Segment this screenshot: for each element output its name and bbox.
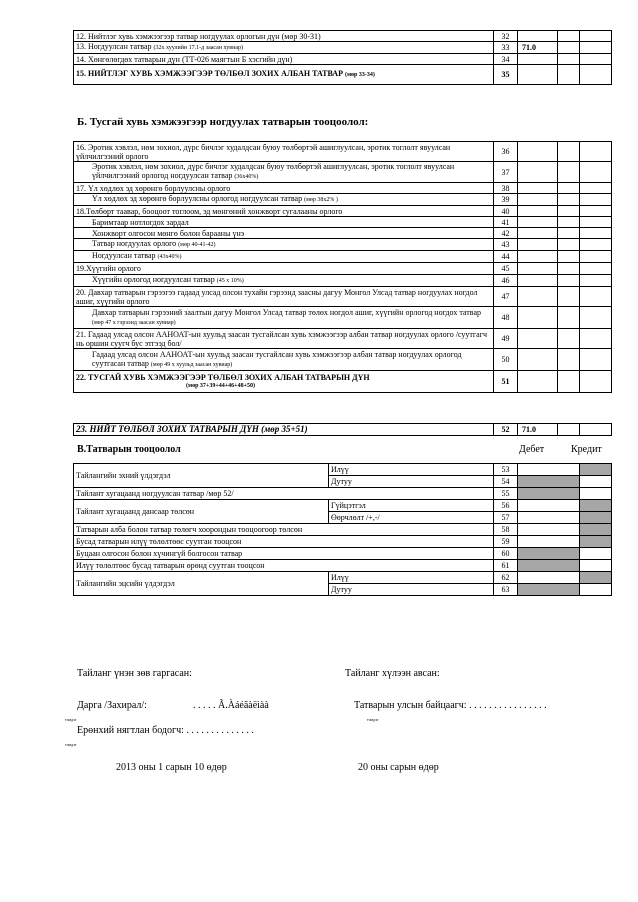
row-cell [518, 371, 558, 393]
table-row [74, 194, 612, 206]
row-cell [580, 194, 612, 206]
debit-cell [518, 476, 580, 488]
row-text: Хүүгийн орлогод ногдуулсан татвар [92, 275, 217, 284]
row-text: Эротик хэвлэл, нөм зохиол, дүрс бичлэг худалдсан буюу төлбөртэй ашиглуулсан, эротик тоглолт явуулсан үйлчилгээний орлогод ногдуулсан татвар [92, 162, 455, 180]
row-label: 12. Нийтлэг хувь хэмжээгээр татвар ногдуулах орлогын дүн (мөр 30-31) [74, 31, 494, 42]
row-label [74, 162, 494, 183]
total-label: 23. НИЙТ ТӨЛБӨЛ ЗОХИХ ТАТВАРЫН ДҮН (мөр 35+51) [74, 424, 494, 436]
table-row [74, 142, 612, 162]
row-cell [558, 275, 580, 287]
row-number: 42 [494, 228, 518, 239]
row-label: 14. Хөнгөлөгдөх татварын дүн (ТТ-026 маягтын Б хэсгийн дүн) [74, 54, 494, 65]
row-label [74, 371, 494, 393]
row-number: 55 [494, 488, 518, 500]
credit-cell [580, 476, 612, 488]
row-number: 48 [494, 307, 518, 329]
row-cell [580, 228, 612, 239]
row-number: 36 [494, 142, 518, 162]
row-cell [558, 162, 580, 183]
debit-cell [518, 488, 580, 500]
credit-cell [580, 536, 612, 548]
row-cell [558, 31, 580, 42]
row-value [518, 54, 558, 65]
row-label [74, 239, 494, 251]
row-text: Ногдуулсан татвар [92, 251, 158, 260]
row-cell [518, 228, 558, 239]
date-right: 20 оны сарын өдөр [358, 762, 439, 773]
credit-cell [580, 584, 612, 596]
row-value: 71.0 [518, 42, 558, 54]
section-b-title: Б. Тусгай хувь хэмжээгээр ногдуулах татварын тооцоолол: [77, 116, 369, 128]
row-cell [518, 217, 558, 228]
table-row [74, 228, 612, 239]
row-cell [580, 287, 612, 307]
row-note: (мөр 33-34) [344, 72, 375, 78]
row-number: 45 [494, 263, 518, 275]
table-row [74, 239, 612, 251]
row-cell [558, 424, 580, 436]
debit-cell [518, 524, 580, 536]
row-cell [518, 142, 558, 162]
table-row [74, 251, 612, 263]
row-label [74, 251, 494, 263]
table-row [74, 54, 612, 65]
row-label: Татварын алба болон татвар төлөгч хоорондын тооцоогоор төлсөн [74, 524, 494, 536]
table-row [74, 42, 612, 54]
table-row [74, 349, 612, 371]
row-cell [580, 65, 612, 85]
table-row [74, 217, 612, 228]
total-number: 52 [494, 424, 518, 436]
table-row [74, 536, 612, 548]
row-label: 16. Эротик хэвлэл, нөм зохиол, дүрс бичлэг худалдсан буюу төлбөртэй ашиглуулсан, эротик тоглолт явуулсан үйлчилгээний орлого [74, 142, 494, 162]
credit-cell [580, 524, 612, 536]
row-number: 46 [494, 275, 518, 287]
stamp-label: тэмдэг [65, 717, 77, 722]
row-number: 50 [494, 349, 518, 371]
row-sub: Дутуу [329, 476, 494, 488]
row-number: 54 [494, 476, 518, 488]
row-note: (43х40%) [157, 254, 182, 260]
row-cell [518, 307, 558, 329]
row-note: (мөр 37+39+44+46+48+50) [186, 382, 256, 389]
table-row [74, 307, 612, 329]
row-sub: Илүү [329, 464, 494, 476]
row-note: (45 х 10%) [216, 278, 244, 284]
credit-cell [580, 548, 612, 560]
table-row [74, 524, 612, 536]
row-cell [558, 217, 580, 228]
row-number: 60 [494, 548, 518, 560]
row-cell [558, 228, 580, 239]
row-number: 33 [494, 42, 518, 54]
row-cell [580, 349, 612, 371]
debit-cell [518, 536, 580, 548]
row-label: Баримтаар нотлогдох зардал [74, 217, 494, 228]
row-text: 13. Ногдуулсан татвар [76, 42, 154, 51]
stamp-label: тэмдэг [367, 717, 379, 722]
row-label: Бусад татварын илүү төлөлтөөс суутган тооцсон [74, 536, 494, 548]
debit-header: Дебет [519, 444, 545, 455]
credit-header: Кредит [571, 444, 602, 455]
row-number: 44 [494, 251, 518, 263]
row-cell [580, 275, 612, 287]
row-label: 20. Давхар татварын гэрээгээ гадаад улсад олсон тухайн гэрээнд заасны дагуу Монгол Улсад татвар ногдуулах ногдол ашиг, хүүгийн орлого [74, 287, 494, 307]
row-label [74, 65, 494, 85]
row-cell [580, 307, 612, 329]
row-value [518, 65, 558, 85]
debit-cell [518, 464, 580, 476]
row-cell [580, 54, 612, 65]
table-row [74, 65, 612, 85]
row-cell [580, 251, 612, 263]
top-summary-table [73, 30, 612, 85]
row-cell [558, 194, 580, 206]
row-number: 59 [494, 536, 518, 548]
table-row [74, 371, 612, 393]
section-b-table [73, 141, 612, 393]
row-note: (мөр 49 х хуульд заасан хувиар) [150, 361, 233, 368]
table-row [74, 287, 612, 307]
table-row [74, 263, 612, 275]
row-label: 17. Үл хөдлөх эд хөрөнгө борлуулсны орлого [74, 183, 494, 194]
row-cell [580, 183, 612, 194]
row-number: 43 [494, 239, 518, 251]
total-row-table [73, 423, 612, 436]
row-label: Тайлангийн эцсийн үлдэгдэл [74, 572, 329, 596]
row-number: 32 [494, 31, 518, 42]
row-label: 21. Гадаад улсад олсон ААНОАТ-ын хуульд заасан тусгайлсан хувь хэмжээгээр албан татвар ногдуулах орлого /суутгагч нь оршин суугч бус этгээд бол/ [74, 329, 494, 349]
table-row [74, 183, 612, 194]
row-cell [580, 162, 612, 183]
row-cell [580, 142, 612, 162]
row-cell [518, 183, 558, 194]
row-cell [518, 206, 558, 217]
row-note: (32х хуулийн 17.1-д заасан хувиар) [153, 45, 243, 51]
row-cell [558, 251, 580, 263]
row-label [74, 42, 494, 54]
row-number: 39 [494, 194, 518, 206]
row-number: 57 [494, 512, 518, 524]
row-number: 37 [494, 162, 518, 183]
row-cell [518, 329, 558, 349]
row-text: Гадаад улсад олсон ААНОАТ-ын хуульд заасан тусгайлсан хувь хэмжээгээр албан татвар ногдуулах орлогод суутгасан татвар [92, 349, 462, 368]
row-cell [580, 31, 612, 42]
row-number: 47 [494, 287, 518, 307]
row-cell [580, 371, 612, 393]
row-cell [558, 206, 580, 217]
row-cell [558, 371, 580, 393]
credit-cell [580, 500, 612, 512]
credit-cell [580, 572, 612, 584]
table-row [74, 206, 612, 217]
credit-cell [580, 488, 612, 500]
row-cell [558, 239, 580, 251]
row-sub: Дутуу [329, 584, 494, 596]
row-number: 38 [494, 183, 518, 194]
row-cell [558, 307, 580, 329]
row-note: (мөр 38х2% ) [304, 197, 338, 203]
row-cell [518, 239, 558, 251]
row-label: 18.Төлбөрт таавар, бооцоот тоглоом, эд мөнгөний хонжворт сугалааны орлого [74, 206, 494, 217]
inspector-label: Татварын улсын байцаагч: . . . . . . . . . . . . . . . . [354, 700, 547, 711]
row-number: 61 [494, 560, 518, 572]
row-number: 40 [494, 206, 518, 217]
row-cell [558, 65, 580, 85]
table-row [74, 548, 612, 560]
row-number: 62 [494, 572, 518, 584]
row-label: 19.Хүүгийн орлого [74, 263, 494, 275]
row-number: 41 [494, 217, 518, 228]
row-cell [558, 142, 580, 162]
row-label [74, 194, 494, 206]
row-label: Тайлант хугацаанд дансаар төлсөн [74, 500, 329, 524]
total-value: 71.0 [518, 424, 558, 436]
row-number: 49 [494, 329, 518, 349]
row-cell [518, 287, 558, 307]
table-row [74, 424, 612, 436]
row-cell [518, 349, 558, 371]
credit-cell [580, 560, 612, 572]
row-number: 63 [494, 584, 518, 596]
section-v-table [73, 463, 612, 596]
debit-cell [518, 572, 580, 584]
table-row [74, 329, 612, 349]
debit-cell [518, 560, 580, 572]
row-note: (мөр 40-41-42) [178, 242, 216, 248]
row-number: 51 [494, 371, 518, 393]
date-left: 2013 оны 1 сарын 10 өдөр [116, 762, 227, 773]
row-cell [518, 194, 558, 206]
row-label [74, 275, 494, 287]
row-sub: Илүү [329, 572, 494, 584]
row-cell [518, 263, 558, 275]
row-label: Тайлант хугацаанд ногдуулсан татвар /мөр 52/ [74, 488, 494, 500]
stamp-label: тэмдэг [65, 742, 77, 747]
row-cell [558, 263, 580, 275]
row-cell [558, 287, 580, 307]
director-label: Дарга /Захирал/: [77, 700, 147, 711]
debit-cell [518, 548, 580, 560]
row-label: Тайлангийн эхний үлдэгдэл [74, 464, 329, 488]
row-cell [558, 54, 580, 65]
row-cell [558, 42, 580, 54]
row-cell [580, 217, 612, 228]
row-value [518, 31, 558, 42]
debit-cell [518, 512, 580, 524]
row-sub: Гүйцэтгэл [329, 500, 494, 512]
credit-cell [580, 464, 612, 476]
row-number: 58 [494, 524, 518, 536]
row-note: (36х40%) [234, 174, 259, 180]
row-text: 15. НИЙТЛЭГ ХУВЬ ХЭМЖЭЭГЭЭР ТӨЛБӨЛ ЗОХИХ АЛБАН ТАТВАР [76, 69, 345, 78]
row-cell [558, 349, 580, 371]
row-text: Үл хөдлөх эд хөрөнгө борлуулсны орлогод ногдуулсан татвар [92, 194, 305, 203]
row-sub: Өөрчлөлт /+,-/ [329, 512, 494, 524]
row-number: 35 [494, 65, 518, 85]
row-cell [518, 162, 558, 183]
row-cell [580, 329, 612, 349]
accountant-label: Ерөнхий нягтлан бодогч: . . . . . . . . . . . . . . [77, 725, 254, 736]
table-row [74, 500, 612, 512]
row-cell [580, 42, 612, 54]
row-cell [518, 251, 558, 263]
row-cell [580, 239, 612, 251]
row-cell [518, 275, 558, 287]
table-row [74, 572, 612, 584]
row-label: Илүү төлөлтөөс бусад татварын өрөнд суутган тооцсон [74, 560, 494, 572]
table-row [74, 162, 612, 183]
row-cell [580, 263, 612, 275]
received-label: Тайланг хүлээн авсан: [345, 668, 440, 679]
table-row [74, 275, 612, 287]
row-number: 34 [494, 54, 518, 65]
row-text: 22. ТУСГАЙ ХУВЬ ХЭМЖЭЭГЭЭР ТӨЛБӨЛ ЗОХИХ АЛБАН ТАТВАРЫН ДҮН [76, 372, 370, 382]
row-label [74, 349, 494, 371]
row-number: 56 [494, 500, 518, 512]
table-row [74, 560, 612, 572]
row-text: Татвар ногдуулах орлого [92, 239, 179, 248]
row-label: Буцаан олгосон болон хүчингүй болгосон татвар [74, 548, 494, 560]
row-cell [558, 329, 580, 349]
table-row [74, 488, 612, 500]
table-row [74, 31, 612, 42]
row-label [74, 307, 494, 329]
credit-cell [580, 512, 612, 524]
debit-cell [518, 584, 580, 596]
director-signature: . . . . . Ã.Àáéãàëìàà [193, 700, 269, 711]
row-cell [580, 424, 612, 436]
row-number: 53 [494, 464, 518, 476]
section-v-title: В.Татварын тооцоолол [77, 444, 181, 455]
row-label: Хонжворт олгосон мөнгө болон барааны үнэ [74, 228, 494, 239]
row-note: (мөр 47 х гэрээнд заасан хувиар) [92, 319, 176, 326]
debit-cell [518, 500, 580, 512]
prepared-label: Тайланг үнэн зөв гаргасан: [77, 668, 192, 679]
table-row [74, 464, 612, 476]
row-cell [558, 183, 580, 194]
row-cell [580, 206, 612, 217]
row-text: Давхар татварын гэрээний заалтын дагуу Монгол Улсад татвар төлөх ногдол ашиг, хүүгийн орлогод ногдох татвар [92, 307, 481, 317]
